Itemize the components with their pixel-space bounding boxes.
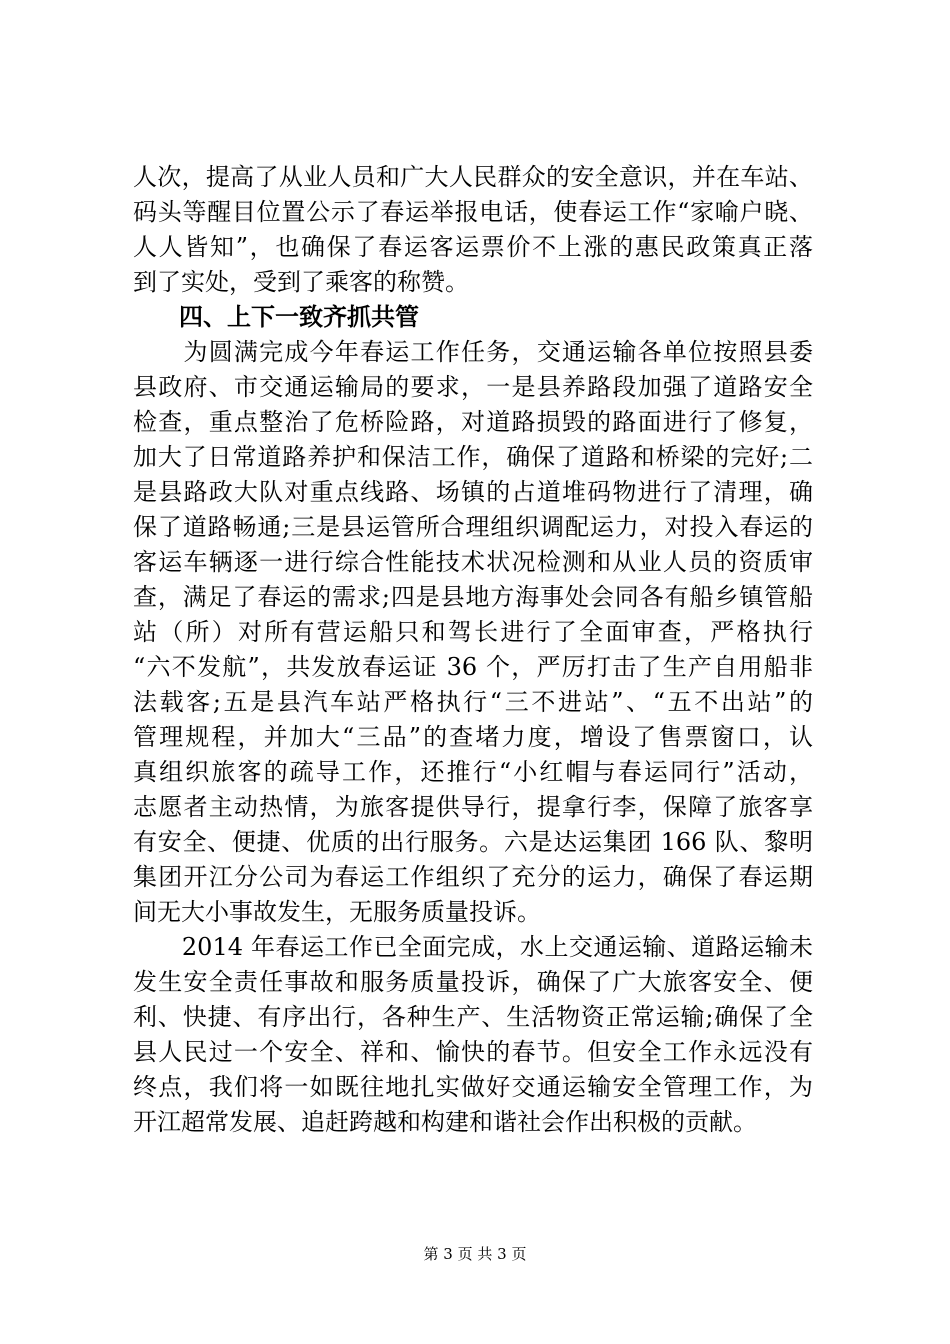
paragraph-line: 客运车辆逐一进行综合性能技术状况检测和从业人员的资质审 — [133, 548, 813, 576]
paragraph-line: 真组织旅客的疏导工作，还推行“小红帽与春运同行”活动， — [133, 758, 813, 786]
paragraph-line: 间无大小事故发生，无服务质量投诉。 — [133, 898, 541, 926]
paragraph-line: 利、快捷、有序出行，各种生产、生活物资正常运输;确保了全 — [133, 1003, 813, 1031]
paragraph-line: 是县路政大队对重点线路、场镇的占道堆码物进行了清理，确 — [133, 478, 813, 506]
paragraph-line: 管理规程，并加大“三品”的查堵力度，增设了售票窗口，认 — [133, 723, 813, 751]
paragraph-line: 检查，重点整治了危桥险路，对道路损毁的路面进行了修复， — [133, 408, 813, 436]
paragraph-line: 终点，我们将一如既往地扎实做好交通运输安全管理工作，为 — [133, 1073, 813, 1101]
paragraph-line: 到了实处，受到了乘客的称赞。 — [133, 268, 469, 296]
page-footer: 第 3 页 共 3 页 — [423, 1245, 527, 1263]
paragraph-line: 加大了日常道路养护和保洁工作，确保了道路和桥梁的完好;二 — [133, 443, 813, 471]
paragraph-line: 人次，提高了从业人员和广大人民群众的安全意识，并在车站、 — [133, 163, 813, 191]
paragraph-line: 站（所）对所有营运船只和驾长进行了全面审查，严格执行 — [133, 618, 813, 646]
paragraph-line: 查，满足了春运的需求;四是县地方海事处会同各有船乡镇管船 — [133, 583, 813, 611]
paragraph-line: 县人民过一个安全、祥和、愉快的春节。但安全工作永远没有 — [133, 1038, 813, 1066]
paragraph-line: 有安全、便捷、优质的出行服务。六是达运集团 166 队、黎明 — [133, 828, 813, 856]
paragraph-line: “六不发航”，共发放春运证 36 个，严厉打击了生产自用船非 — [133, 653, 813, 681]
paragraph-line: 保了道路畅通;三是县运管所合理组织调配运力，对投入春运的 — [133, 513, 813, 541]
paragraph-line: 开江超常发展、追赶跨越和构建和谐社会作出积极的贡献。 — [133, 1108, 757, 1136]
paragraph-line: 为圆满完成今年春运工作任务，交通运输各单位按照县委 — [133, 338, 813, 366]
document-body — [133, 160, 813, 1140]
section-heading: 四、上下一致齐抓共管 — [179, 303, 419, 331]
paragraph-line: 发生安全责任事故和服务质量投诉，确保了广大旅客安全、便 — [133, 968, 813, 996]
paragraph-line: 法载客;五是县汽车站严格执行“三不进站”、“五不出站”的 — [133, 688, 813, 716]
paragraph-line: 码头等醒目位置公示了春运举报电话，使春运工作“家喻户晓、 — [133, 198, 813, 226]
paragraph-line: 县政府、市交通运输局的要求，一是县养路段加强了道路安全 — [133, 373, 813, 401]
paragraph-line: 集团开江分公司为春运工作组织了充分的运力，确保了春运期 — [133, 863, 813, 891]
paragraph-line: 志愿者主动热情，为旅客提供导行，提拿行李，保障了旅客享 — [133, 793, 813, 821]
paragraph-line: 人人皆知”，也确保了春运客运票价不上涨的惠民政策真正落 — [133, 233, 813, 261]
paragraph-line: 2014 年春运工作已全面完成，水上交通运输、道路运输未 — [133, 933, 813, 961]
